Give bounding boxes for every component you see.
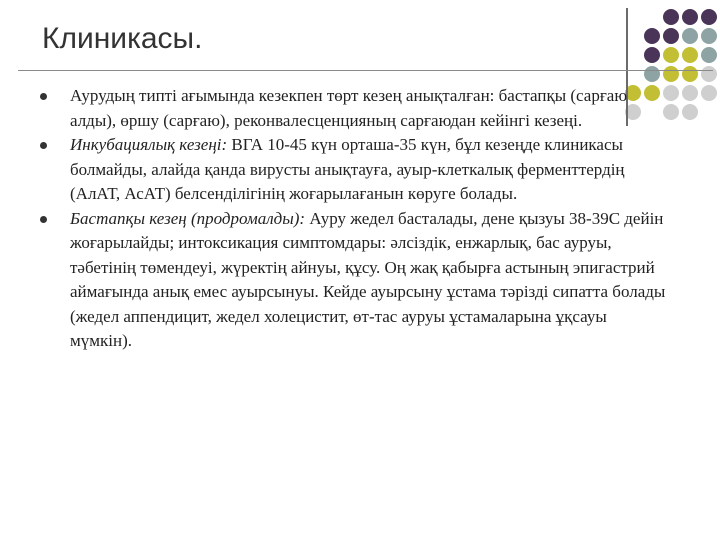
decorative-dot [663, 47, 679, 63]
bullet-item-prodromal [40, 207, 670, 354]
decorative-dot [682, 28, 698, 44]
bullet-text: Аурудың типті ағымында кезекпен төрт кезең анықталған: бастапқы (сарғаю алды), өршу (сарғаю), реконвалесценцияның сарғаюдан кейінгі кезеңі. [70, 86, 628, 130]
bullet-text: Ауру жедел басталады, дене қызуы 38-39С дейін жоғарылайды; интоксикация симптомдары: әлсіздік, енжарлық, бас ауруы, тәбетінің төмендеуі, жүректің айнуы, құсу. Оң жақ қабырға астының эпигастрий аймағында анық емес ауырсынуы. Кейде ауырсыну ұстама тәрізді сипатта болады (жедел аппендицит, жедел холецистит, өт-тас ауруы ұстамаларына ұқсауы мүмкін). [70, 208, 666, 350]
decorative-dot [644, 47, 660, 63]
bullet-dot-icon [40, 142, 47, 149]
slide-title: Клиникасы. [42, 22, 203, 55]
bullet-list [40, 84, 670, 354]
decorative-dot [663, 9, 679, 25]
horizontal-divider [18, 70, 713, 71]
decorative-dot [663, 66, 679, 82]
decorative-dot [682, 9, 698, 25]
bullet-lead: Инкубациялық кезеңі: [70, 135, 228, 154]
decorative-dot [701, 85, 717, 101]
bullet-dot-icon [40, 93, 47, 100]
bullet-lead: Бастапқы кезең (продромалды): [70, 208, 306, 228]
decorative-dot [682, 85, 698, 101]
decorative-dot [701, 9, 717, 25]
decorative-dot [701, 47, 717, 63]
decorative-dot [644, 66, 660, 82]
decorative-dot [701, 66, 717, 82]
decorative-dot [644, 28, 660, 44]
bullet-item-stages [40, 84, 670, 133]
decorative-dot [682, 104, 698, 120]
decorative-dot [663, 28, 679, 44]
decorative-dot [701, 28, 717, 44]
decorative-dot [682, 66, 698, 82]
bullet-text: ВГА 10-45 күн орташа-35 күн, бұл кезеңде клиникасы болмайды, алайда қанда вирусты анықтауға, ауыр-клеткалық ферменттердің (АлАТ, АсАТ) белсенділігінің жоғарылағанын көруге болады. [70, 135, 625, 203]
bullet-dot-icon [40, 216, 47, 223]
bullet-item-incubation [40, 133, 670, 207]
decorative-dot [682, 47, 698, 63]
